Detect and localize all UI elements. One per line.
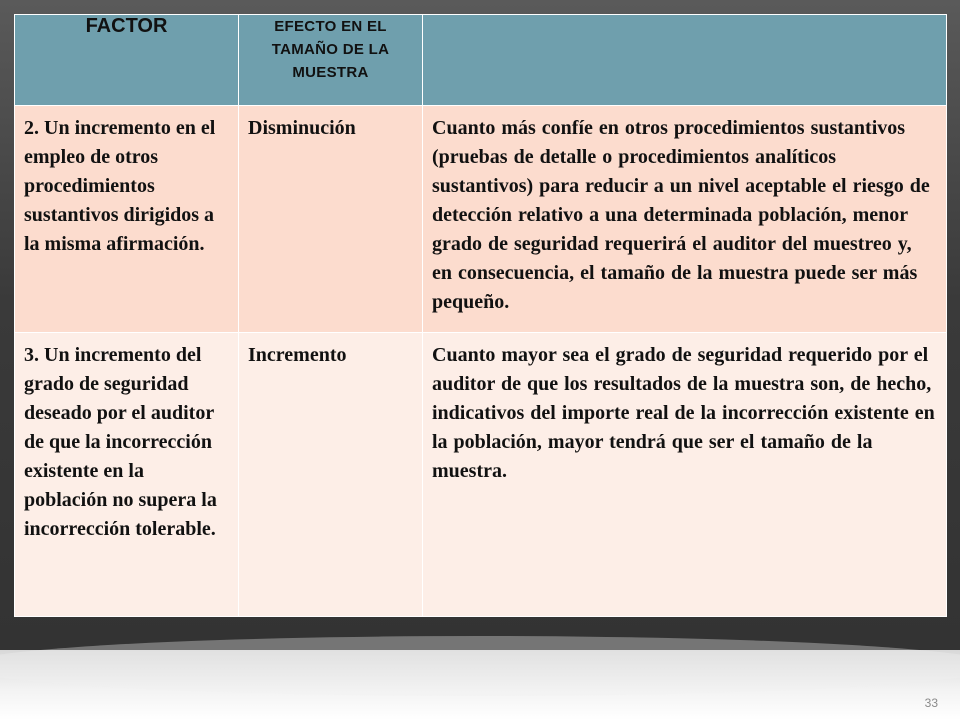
row-description-cell: Cuanto más confíe en otros procedimientos sustantivos (pruebas de detalle o procedimientos analíticos sustantivos) para reducir a un nivel aceptable el riesgo de detección relativo a una determinada población, menor grado de seguridad requerirá el auditor del muestreo y, en consecuencia, el tamaño de la muestra puede ser más pequeño. <box>423 106 947 333</box>
row-factor-cell: 2. Un incremento en el empleo de otros procedimientos sustantivos dirigidos a la misma afirmación. <box>15 106 239 333</box>
row-efecto-cell: Incremento <box>239 333 423 617</box>
table-row <box>15 106 947 333</box>
header-efecto-line3: MUESTRA <box>292 64 369 81</box>
header-description <box>423 15 947 106</box>
header-factor-label: FACTOR <box>85 15 168 37</box>
header-efecto <box>239 15 423 106</box>
header-efecto-line1: EFECTO EN EL <box>274 18 387 35</box>
header-efecto-line2: TAMAÑO DE LA <box>271 41 390 58</box>
slide-bottom-arc <box>0 636 960 696</box>
row-factor-cell: 3. Un incremento del grado de seguridad deseado por el auditor de que la incorrección existente en la población no supera la incorrección tolerable. <box>15 333 239 617</box>
header-factor <box>15 15 239 106</box>
table-row <box>15 333 947 617</box>
table-header-row <box>15 15 947 106</box>
row-description-cell: Cuanto mayor sea el grado de seguridad requerido por el auditor de que los resultados de la muestra son, de hecho, indicativos del importe real de la incorrección existente en la población, mayor tendrá que ser el tamaño de la muestra. <box>423 333 947 617</box>
row-efecto-cell: Disminución <box>239 106 423 333</box>
sample-size-factors-table <box>14 14 947 617</box>
slide-page-number: 33 <box>924 696 938 710</box>
